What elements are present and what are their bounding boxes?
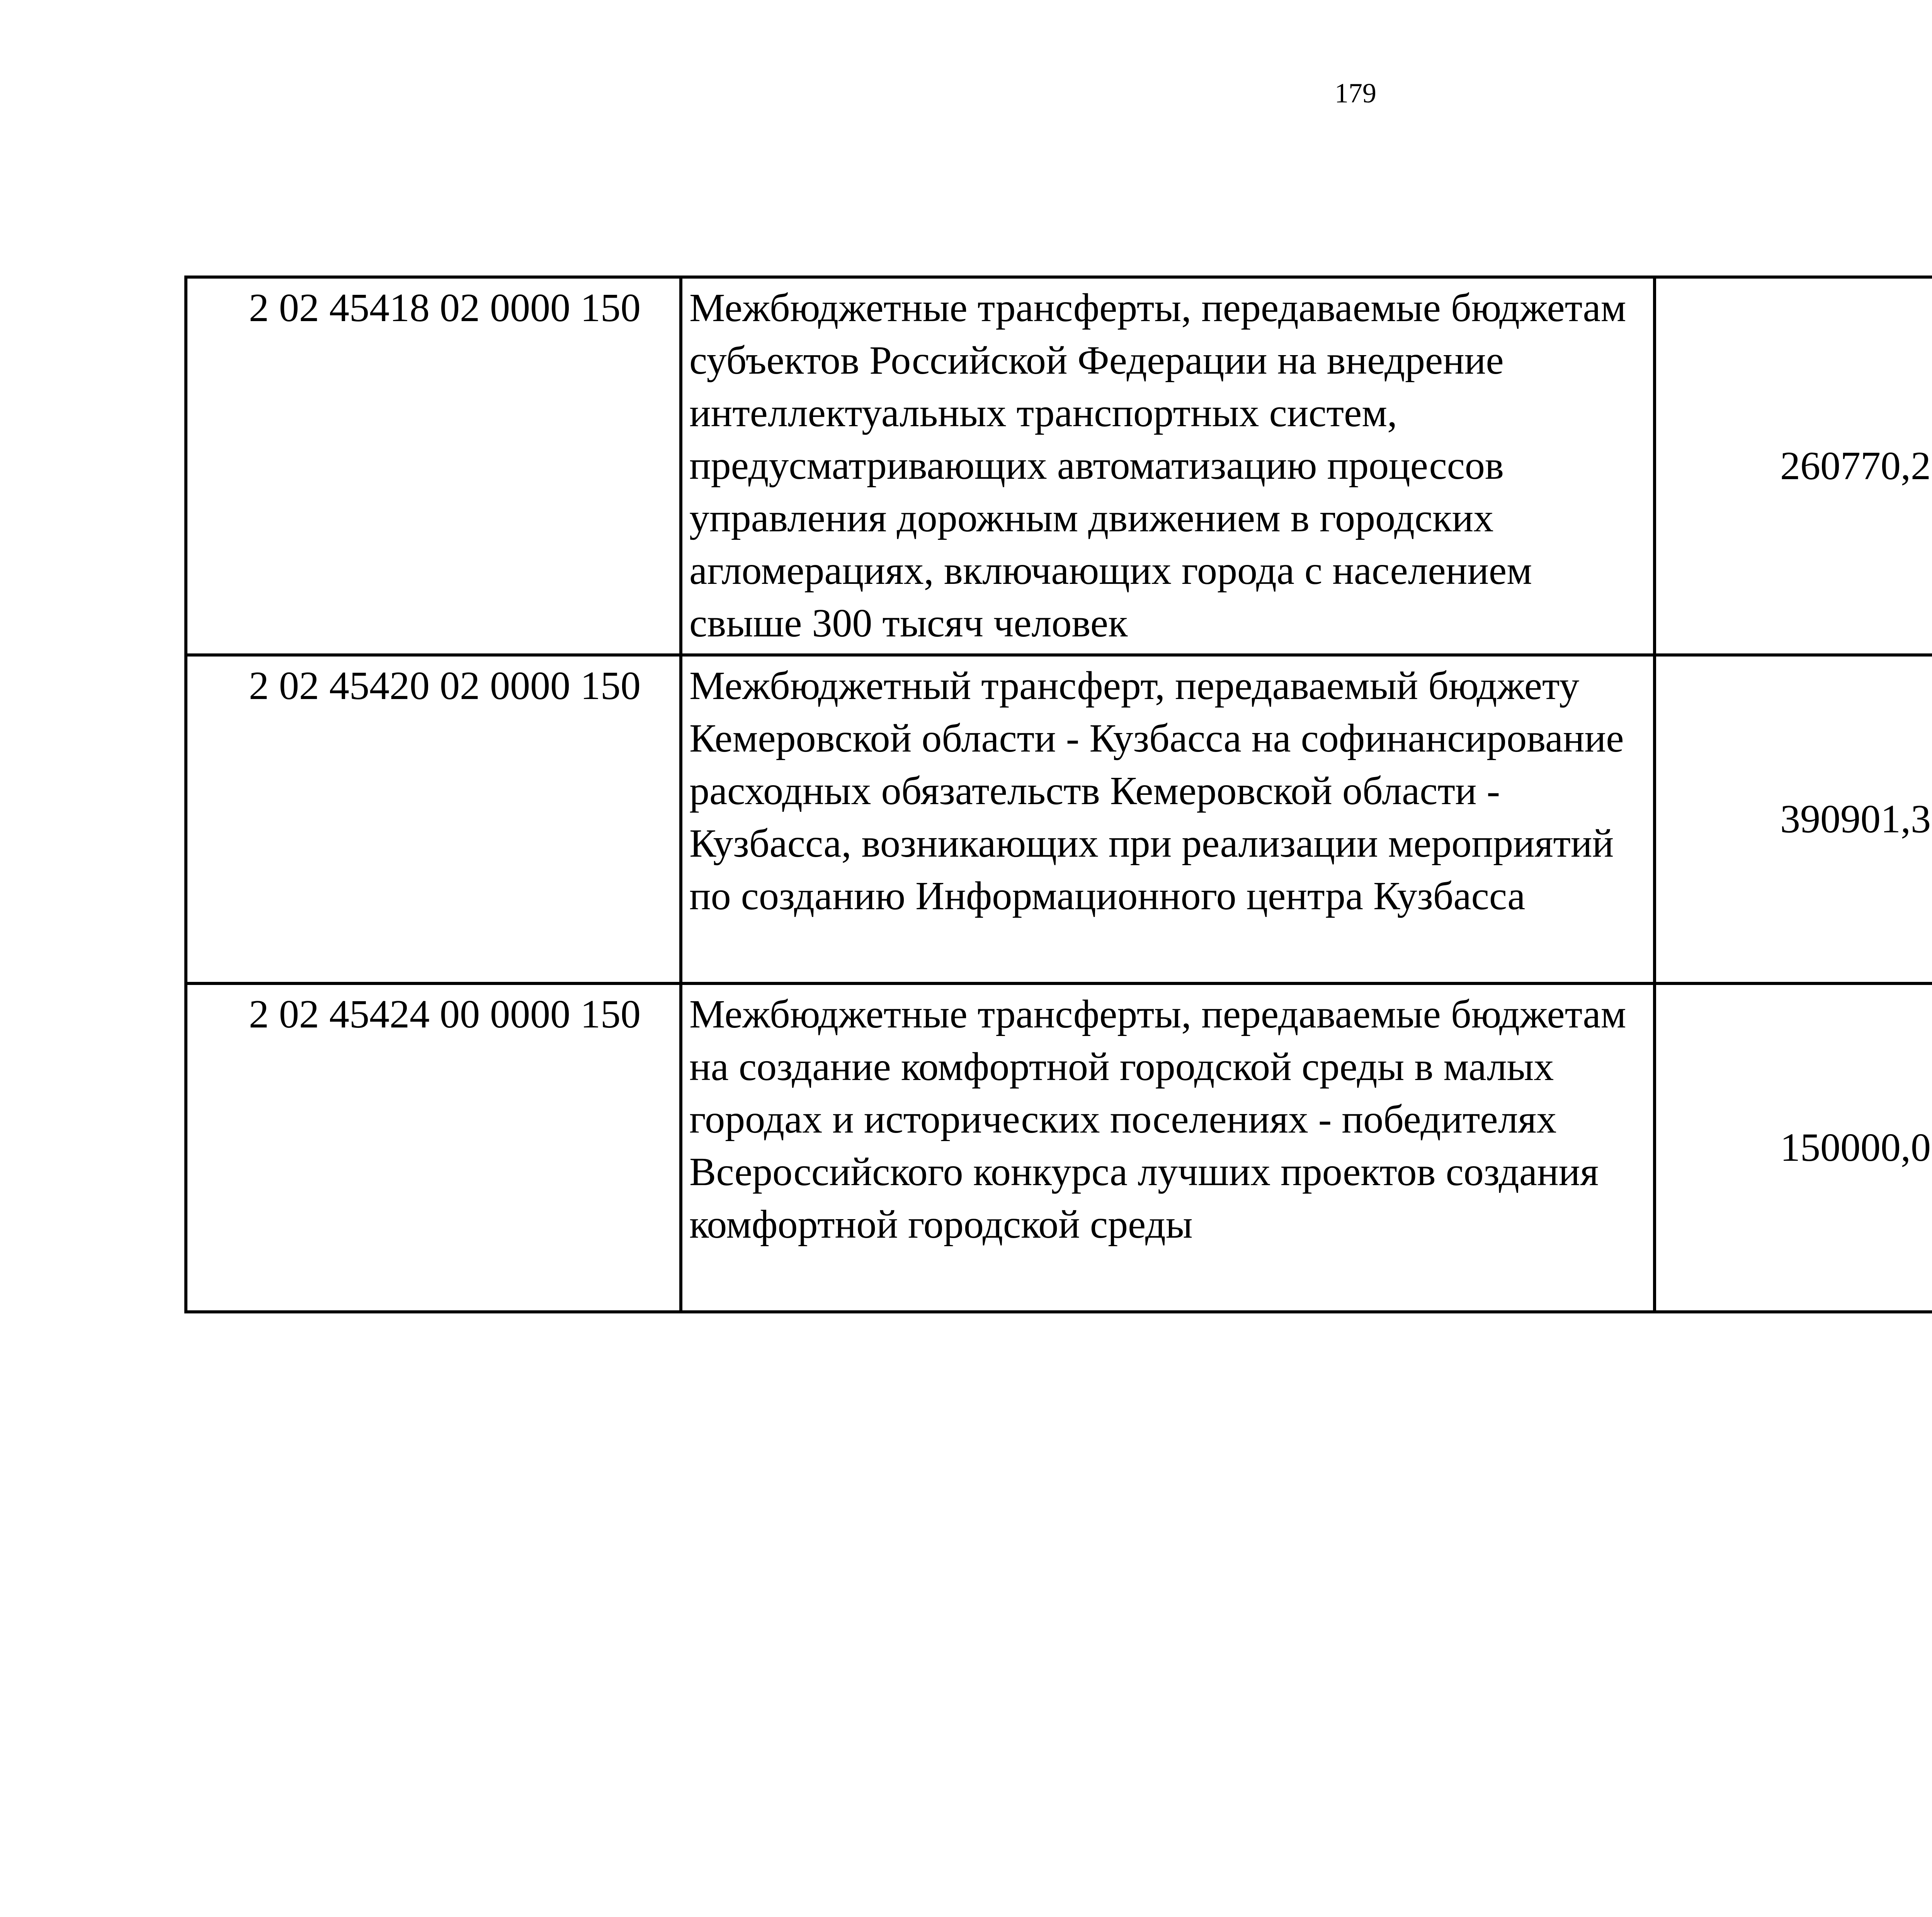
page-number: 179 [1335,78,1376,109]
revenue-code-cell: 2 02 45424 00 0000 150 [186,983,681,1312]
table-row [186,983,1932,1312]
revenue-code-cell: 2 02 45418 02 0000 150 [186,277,681,655]
amount-cell-1: 390901,3 [1655,655,1932,983]
amount-cell-1: 260770,2 [1655,277,1932,655]
description-cell: Межбюджетный трансферт, передаваемый бюджету Кемеровской области - Кузбасса на софинансирование расходных обязательств Кемеровской области - Кузбасса, возникающих при реализации мероприятий по созданию Информационного центра Кузбасса [681,655,1655,983]
amount-cell-1: 150000,0 [1655,983,1932,1312]
description-cell: Межбюджетные трансферты, передаваемые бюджетам на создание комфортной городской среды в малых городах и исторических поселениях - победителях Всероссийского конкурса лучших проектов создания комфортной городской среды [681,983,1655,1312]
table-row [186,277,1932,655]
revenue-code-cell: 2 02 45420 02 0000 150 [186,655,681,983]
budget-table [184,276,1932,1313]
description-cell: Межбюджетные трансферты, передаваемые бюджетам субъектов Российской Федерации на внедрение интеллектуальных транспортных систем, предусматривающих автоматизацию процессов управления дорожным движением в городских агломерациях, включающих города с населением свыше 300 тысяч человек [681,277,1655,655]
table-row [186,655,1932,983]
